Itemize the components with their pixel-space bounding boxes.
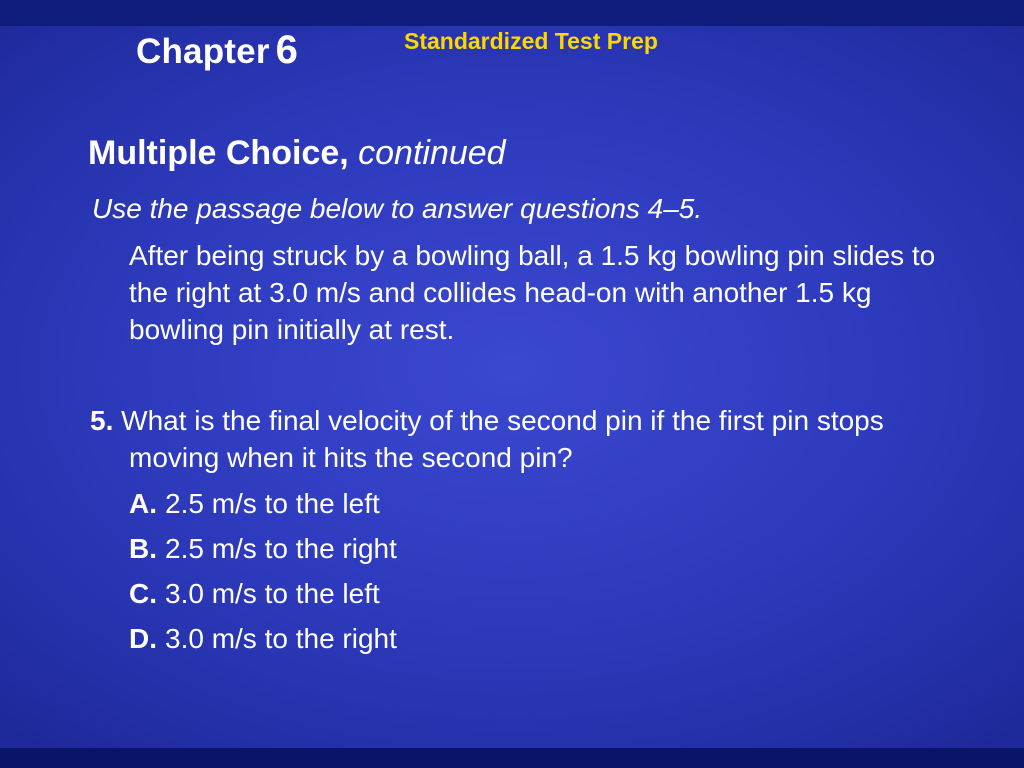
test-prep-title: Standardized Test Prep (404, 28, 658, 54)
choice-a (129, 481, 397, 526)
choice-text: 3.0 m/s to the left (165, 578, 380, 609)
section-heading (88, 134, 506, 173)
choice-b (129, 526, 397, 571)
choice-text: 2.5 m/s to the right (165, 533, 397, 564)
section-heading-main: Multiple Choice, (88, 134, 349, 172)
choice-c (129, 571, 397, 616)
choice-letter: D. (129, 623, 157, 654)
answer-choices (129, 481, 397, 661)
top-band (0, 0, 1024, 26)
choice-letter: B. (129, 533, 157, 564)
chapter-number: 6 (275, 28, 299, 72)
choice-letter: A. (129, 488, 157, 519)
question-text: What is the final velocity of the second pin if the first pin stops moving when it hits the second pin? (121, 405, 884, 473)
chapter-label: Chapter (136, 32, 270, 71)
passage-text: After being struck by a bowling ball, a 1.5 kg bowling pin slides to the right at 3.0 m/s and collides head-on with another 1.5 kg bowling pin initially at rest. (129, 240, 936, 345)
chapter-title (136, 28, 298, 73)
question-5 (90, 402, 950, 476)
section-heading-suffix: continued (358, 134, 506, 172)
instruction-text: Use the passage below to answer questions 4–5. (92, 193, 703, 224)
question-number: 5. (90, 405, 114, 436)
bottom-band (0, 748, 1024, 768)
choice-text: 3.0 m/s to the right (165, 623, 397, 654)
choice-letter: C. (129, 578, 157, 609)
choice-d (129, 616, 397, 661)
choice-text: 2.5 m/s to the left (165, 488, 380, 519)
